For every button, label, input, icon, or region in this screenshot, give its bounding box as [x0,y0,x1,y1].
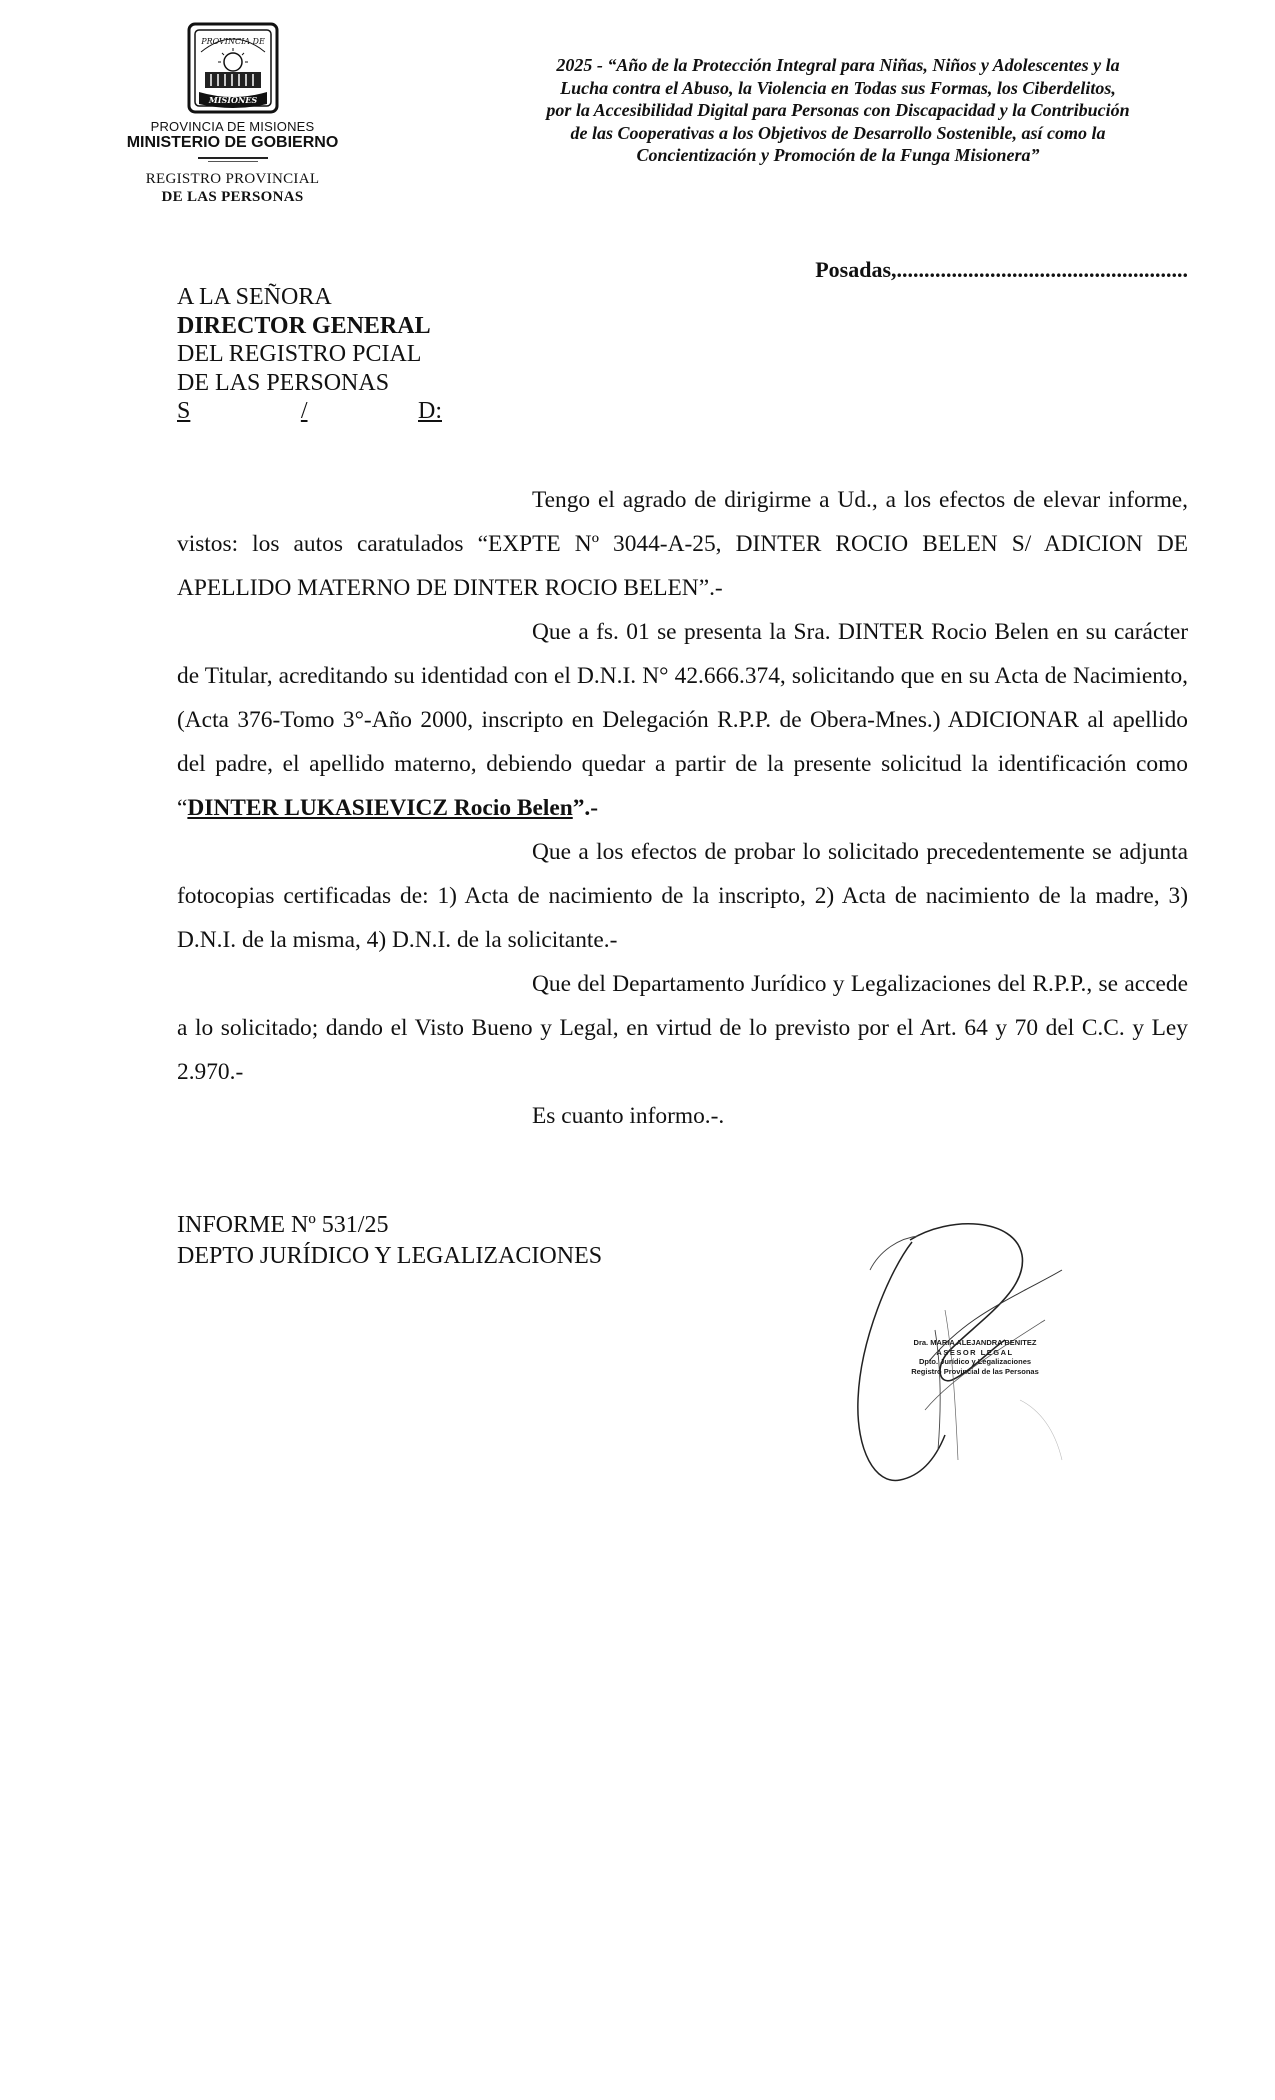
place-date-line [756,257,1188,283]
place-label: Posadas, [815,257,897,282]
addressee-line: DE LAS PERSONAS [177,369,390,396]
sd-slash: / [300,398,308,424]
seal-bottom-text: MISIONES [208,95,257,105]
motto-line: 2025 - “Año de la Protección Integral para Niñas, Niños y Adolescentes y la [556,55,1120,75]
sd-s: S [177,398,191,424]
addressee-line: DEL REGISTRO PCIAL [177,341,422,367]
su-despacho-line [177,397,442,426]
paragraph-2-text: Que a fs. 01 se presenta la Sra. DINTER Rocio Belen en su carácter de Titular, acreditando su identidad con el D.N.I. N° 42.666.374, solicitando que en su Acta de Nacimiento, (Acta 376-Tomo 3°-Año 2000, inscripto en Delegación R.P.P. de Obera-Mnes.) ADICIONAR al apellido del padre, el apellido materno, debiendo quedar a partir de la presente solicitud la identificación como “ [177,619,1188,821]
province-seal-icon [187,22,279,114]
date-placeholder-dots: ..................................................... [896,257,1188,282]
body-paragraph-1: Tengo el agrado de dirigirme a Ud., a los efectos de elevar informe, vistos: los autos caratulados “EXPTE Nº 3044-A-25, DINTER ROCIO BELEN S/ ADICION DE APELLIDO MATERNO DE DINTER ROCIO BELEN”.- [177,487,1188,601]
header-divider [198,157,268,159]
ministry-logo-block [110,22,355,206]
stamp-line: ASESOR LEGAL [936,1347,1014,1357]
year-motto [488,54,1188,167]
stamp-line: Dra. MARIA ALEJANDRA BENITEZ [913,1338,1037,1347]
ministry-label: MINISTERIO DE GOBIERNO [126,134,339,151]
province-label: PROVINCIA DE MISIONES [150,119,315,134]
new-full-name: DINTER LUKASIEVICZ Rocio Belen [187,795,573,821]
addressee-line: A LA SEÑORA [177,284,332,310]
report-number: INFORME Nº 531/25 [177,1212,389,1238]
department-name: DEPTO JURÍDICO Y LEGALIZACIONES [177,1243,603,1269]
paragraph-2-closing: ”.- [572,795,599,821]
stamp-line: Registro Provincial de las Personas [911,1366,1039,1376]
report-footer [177,1210,602,1272]
body-paragraph-4: Que del Departamento Jurídico y Legalizaciones del R.P.P., se accede a lo solicitado; dando el Visto Bueno y Legal, en virtud de lo previsto por el Art. 64 y 70 del C.C. y Ley 2.970.- [177,971,1188,1085]
report-body [177,478,1188,1138]
seal-top-text: PROVINCIA DE [200,37,265,46]
motto-line: por la Accesibilidad Digital para Personas con Discapacidad y la Contribución [546,100,1130,120]
registry-label-line2: DE LAS PERSONAS [161,189,304,205]
header-divider-thin [208,161,258,162]
body-paragraph-2 [177,610,1188,830]
sd-d: D: [418,398,442,424]
legal-advisor-stamp [900,1338,1050,1376]
motto-line: Lucha contra el Abuso, la Violencia en Todas sus Formas, los Ciberdelitos, [560,77,1116,98]
registry-label-line1: REGISTRO PROVINCIAL [145,171,320,187]
motto-line: Concientización y Promoción de la Funga Misionera” [636,145,1040,165]
motto-line: de las Cooperativas a los Objetivos de Desarrollo Sostenible, así como la [570,122,1106,143]
addressee-title: DIRECTOR GENERAL [177,312,431,339]
body-paragraph-3: Que a los efectos de probar lo solicitado precedentemente se adjunta fotocopias certificadas de: 1) Acta de nacimiento de la inscripto, 2) Acta de nacimiento de la madre, 3) D.N.I. de la misma, 4) D.N.I. de la solicitante.- [177,839,1188,953]
addressee-block [177,283,442,426]
body-paragraph-5: Es cuanto informo.-. [532,1103,725,1129]
stamp-line: Dpto. Jurídico y Legalizaciones [918,1357,1032,1366]
